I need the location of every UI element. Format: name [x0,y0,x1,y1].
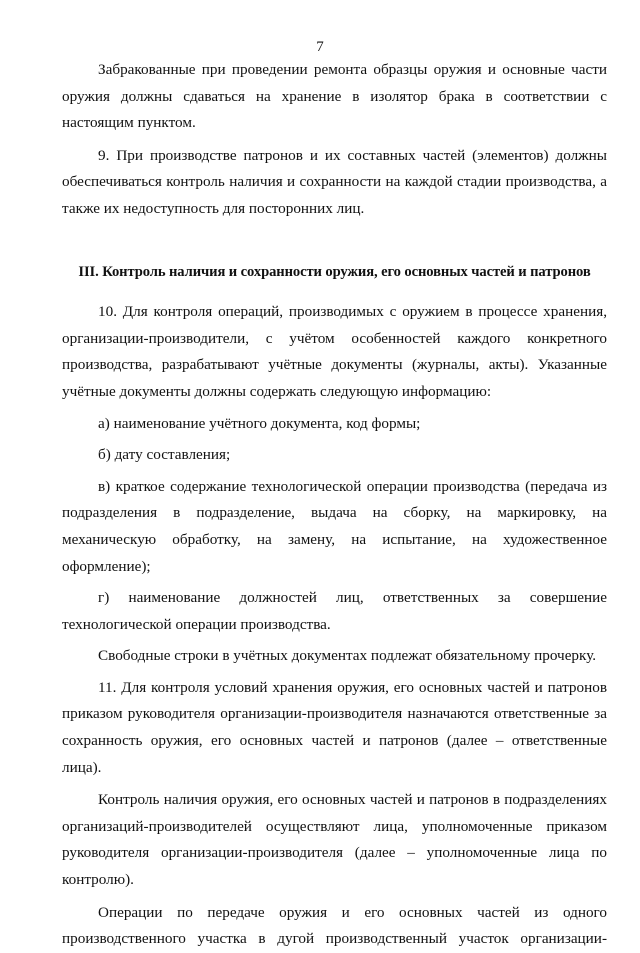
paragraph-item-9: 9. При производстве патронов и их составных частей (элементов) должны обеспечиваться контроль наличия и сохранности на каждой стадии производства, а также их недоступность для посторонних лиц. [62,146,607,217]
page-number: 7 [316,39,324,55]
paragraph-transfer-operations: Операции по передаче оружия и его основных частей из одного производственного участка в дугой производственный участок организации- [62,903,607,948]
paragraph-item-10: 10. Для контроля операций, производимых с оружием в процессе хранения, организации-производители, с учётом особенностей каждого конкретного производства, разрабатывают учётные документы (журналы, акты). Указанные учётные документы должны содержать следующую информацию: [62,303,607,400]
section-title: III. Контроль наличия и сохранности оружия, его основных частей и патронов [78,263,591,280]
list-item-b: б) дату составления; [98,446,231,464]
list-item-a: а) наименование учётного документа, код формы; [98,414,421,432]
paragraph-free-lines: Свободные строки в учётных документах подлежат обязательному прочерку. [98,647,597,665]
list-item-g: г) наименование должностей лиц, ответственных за совершение технологической операции производства. [62,589,607,633]
document-body [62,57,607,953]
paragraph-control-presence: Контроль наличия оружия, его основных частей и патронов в подразделениях организаций-производителей осуществляют лица, уполномоченные приказом руководителя организации-производителя (далее – уполномоченные лица по контролю). [62,791,607,889]
paragraph-rejected-samples: Забракованные при проведении ремонта образцы оружия и основные части оружия должны сдаваться на хранение в изолятор брака в соответствии с настоящим пунктом. [62,61,607,132]
list-item-v: в) краткое содержание технологической операции производства (передача из подразделения в подразделение, выдача на сборку, на маркировку, на механическую обработку, на замену, на испытание, на художественное оформление); [62,477,607,575]
paragraph-item-11: 11. Для контроля условий хранения оружия, его основных частей и патронов приказом руководителя организации-производителя назначаются ответственные за сохранность оружия, его основных частей и патронов (далее – ответственные лица). [62,678,607,776]
